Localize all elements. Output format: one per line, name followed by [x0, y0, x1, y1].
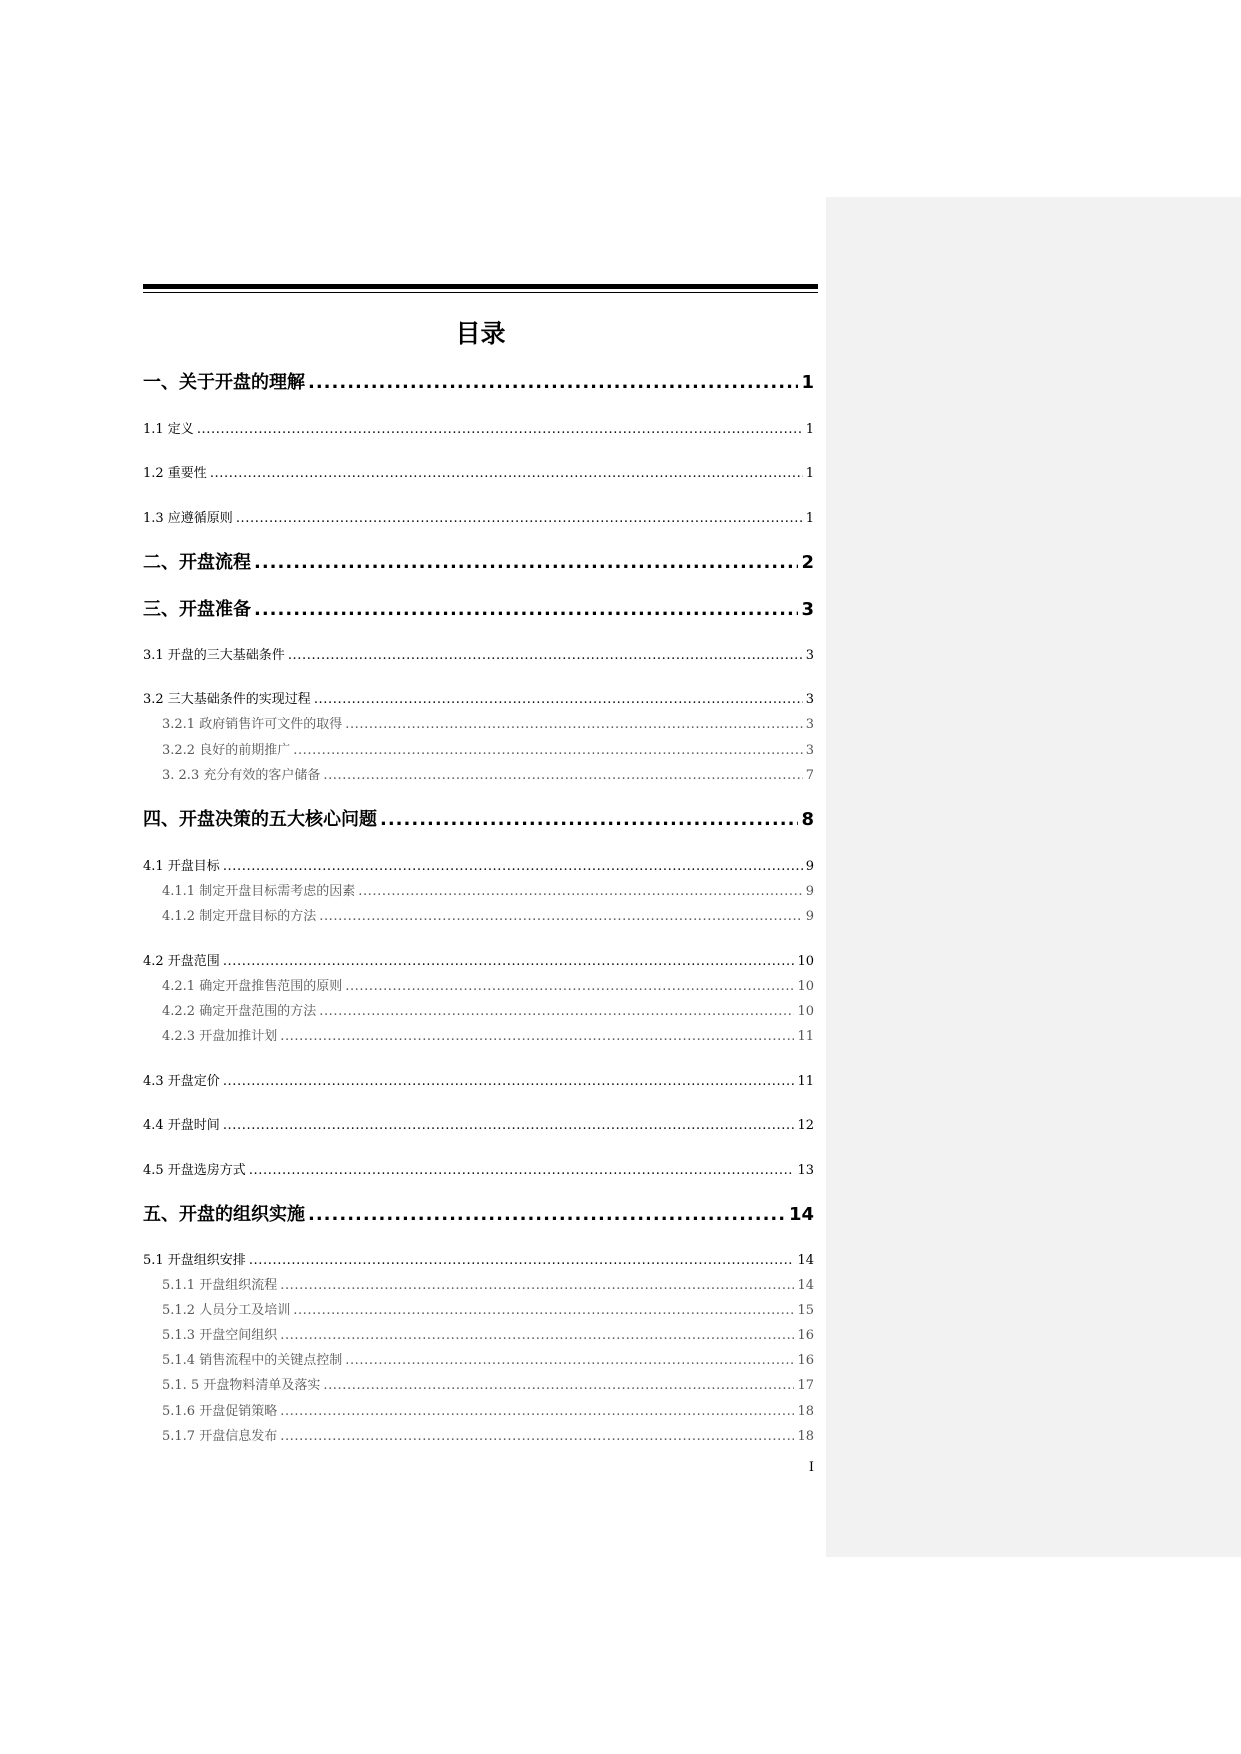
toc-entry-text: 4.2.1 确定开盘推售范围的原则 — [162, 979, 343, 994]
toc-entry[interactable] — [143, 507, 814, 526]
toc-entry-page: 11 — [797, 1074, 814, 1089]
toc-entry[interactable] — [143, 462, 814, 481]
toc-entry-text: 二、开盘流程 — [143, 552, 251, 573]
toc-entry-page: 3 — [805, 692, 814, 707]
toc-entry[interactable] — [162, 1299, 814, 1318]
toc-entry-text: 3.2.2 良好的前期推广 — [162, 743, 291, 758]
toc-entry-page: 14 — [788, 1204, 814, 1225]
toc-dot-leader — [280, 1404, 794, 1419]
toc-entry-text: 3.2.1 政府销售许可文件的取得 — [162, 717, 343, 732]
page-number: I — [808, 1460, 814, 1475]
toc-entry-page: 14 — [797, 1278, 814, 1293]
toc-entry[interactable] — [143, 950, 814, 969]
toc-dot-leader — [319, 1004, 794, 1019]
toc-entry[interactable] — [143, 688, 814, 707]
toc-entry[interactable] — [143, 1200, 814, 1226]
toc-entry[interactable] — [143, 1114, 814, 1133]
toc-dot-leader — [280, 1029, 794, 1044]
toc-entry-page: 3 — [801, 599, 814, 620]
toc-entry-page: 3 — [805, 717, 814, 732]
toc-entry-text: 4.1.1 制定开盘目标需考虑的因素 — [162, 884, 356, 899]
header-rule-thick — [143, 284, 818, 289]
toc-dot-leader — [288, 648, 803, 663]
toc-entry-page: 7 — [805, 768, 814, 783]
toc-entry-page: 9 — [805, 859, 814, 874]
toc-entry-page: 9 — [805, 884, 814, 899]
toc-entry-page: 18 — [797, 1404, 814, 1419]
toc-entry-page: 2 — [801, 552, 814, 573]
toc-entry[interactable] — [143, 805, 814, 831]
toc-dot-leader — [323, 1378, 794, 1393]
toc-entry-text: 4.2.2 确定开盘范围的方法 — [162, 1004, 317, 1019]
toc-entry[interactable] — [162, 880, 814, 899]
header-rule-thin — [143, 292, 818, 293]
toc-entry-text: 5.1.2 人员分工及培训 — [162, 1303, 291, 1318]
toc-entry-page: 1 — [805, 422, 814, 437]
toc-dot-leader — [308, 1204, 786, 1225]
toc-entry[interactable] — [162, 1374, 814, 1393]
toc-entry[interactable] — [143, 1159, 814, 1178]
toc-dot-leader — [323, 768, 802, 783]
toc-entry-page: 13 — [797, 1163, 814, 1178]
toc-dot-leader — [254, 552, 798, 573]
toc-entry-text: 5.1 开盘组织安排 — [143, 1253, 246, 1268]
toc-entry[interactable] — [143, 644, 814, 663]
toc-entry[interactable] — [162, 1425, 814, 1444]
toc-dot-leader — [358, 884, 803, 899]
toc-entry-page: 1 — [805, 466, 814, 481]
toc-entry-text: 1.1 定义 — [143, 422, 194, 437]
toc-entry-page: 18 — [797, 1429, 814, 1444]
toc-dot-leader — [210, 466, 803, 481]
toc-entry-text: 5.1.4 销售流程中的关键点控制 — [162, 1353, 343, 1368]
toc-entry-text: 5.1.7 开盘信息发布 — [162, 1429, 278, 1444]
toc-entry-text: 5.1.1 开盘组织流程 — [162, 1278, 278, 1293]
toc-entry[interactable] — [143, 418, 814, 437]
toc-dot-leader — [280, 1429, 794, 1444]
toc-entry[interactable] — [143, 1070, 814, 1089]
toc-dot-leader — [280, 1328, 794, 1343]
toc-dot-leader — [345, 979, 794, 994]
toc-entry[interactable] — [162, 975, 814, 994]
document-page — [143, 284, 818, 1484]
toc-entry-text: 3.1 开盘的三大基础条件 — [143, 648, 285, 663]
toc-entry-text: 1.2 重要性 — [143, 466, 207, 481]
toc-entry-text: 4.3 开盘定价 — [143, 1074, 220, 1089]
toc-entry[interactable] — [162, 1000, 814, 1019]
toc-entry-text: 4.2.3 开盘加推计划 — [162, 1029, 278, 1044]
toc-entry[interactable] — [143, 1249, 814, 1268]
toc-entry-page: 16 — [797, 1353, 814, 1368]
toc-dot-leader — [254, 599, 798, 620]
toc-entry[interactable] — [162, 1324, 814, 1343]
toc-entry-page: 3 — [805, 648, 814, 663]
toc-dot-leader — [280, 1278, 794, 1293]
toc-dot-leader — [249, 1163, 795, 1178]
toc-entry-text: 4.5 开盘选房方式 — [143, 1163, 246, 1178]
toc-entry[interactable] — [143, 595, 814, 621]
toc-entry-page: 3 — [805, 743, 814, 758]
toc-entry[interactable] — [162, 1349, 814, 1368]
toc-dot-leader — [223, 1118, 795, 1133]
toc-dot-leader — [197, 422, 803, 437]
toc-entry-page: 9 — [805, 909, 814, 924]
toc-entry-text: 四、开盘决策的五大核心问题 — [143, 809, 377, 830]
toc-entry-text: 3. 2.3 充分有效的客户储备 — [162, 768, 321, 783]
toc-entry-page: 14 — [797, 1253, 814, 1268]
toc-entry-text: 5.1. 5 开盘物料清单及落实 — [162, 1378, 321, 1393]
toc-entry-page: 1 — [805, 511, 814, 526]
toc-entry[interactable] — [162, 1274, 814, 1293]
toc-dot-leader — [223, 1074, 795, 1089]
toc-entry-text: 三、开盘准备 — [143, 599, 251, 620]
toc-entry-page: 8 — [801, 809, 814, 830]
toc-dot-leader — [293, 743, 803, 758]
toc-title: 目录 — [455, 319, 506, 348]
toc-entry[interactable] — [143, 548, 814, 574]
toc-entry[interactable] — [162, 1400, 814, 1419]
toc-entry-text: 5.1.6 开盘促销策略 — [162, 1404, 278, 1419]
toc-dot-leader — [308, 372, 798, 393]
toc-entry-page: 15 — [797, 1303, 814, 1318]
toc-dot-leader — [314, 692, 803, 707]
toc-entry-page: 16 — [797, 1328, 814, 1343]
toc-entry-page: 1 — [801, 372, 814, 393]
toc-dot-leader — [345, 717, 803, 732]
toc-entry[interactable] — [143, 368, 814, 394]
toc-entry-page: 17 — [797, 1378, 814, 1393]
toc-entry-text: 五、开盘的组织实施 — [143, 1204, 305, 1225]
toc-entry-text: 5.1.3 开盘空间组织 — [162, 1328, 278, 1343]
toc-entry-page: 10 — [797, 1004, 814, 1019]
toc-entry-text: 3.2 三大基础条件的实现过程 — [143, 692, 311, 707]
toc-entry[interactable] — [162, 1025, 814, 1044]
toc-entry[interactable] — [162, 713, 814, 732]
toc-dot-leader — [223, 859, 803, 874]
toc-entry-text: 一、关于开盘的理解 — [143, 372, 305, 393]
toc-entry[interactable] — [162, 739, 814, 758]
toc-entry-text: 1.3 应遵循原则 — [143, 511, 233, 526]
toc-entry-text: 4.1.2 制定开盘目标的方法 — [162, 909, 317, 924]
toc-dot-leader — [223, 954, 795, 969]
toc-dot-leader — [293, 1303, 794, 1318]
comment-margin-pane — [826, 197, 1241, 1557]
toc-entry-page: 10 — [797, 979, 814, 994]
toc-entry-text: 4.4 开盘时间 — [143, 1118, 220, 1133]
toc-entry[interactable] — [162, 905, 814, 924]
toc-entry[interactable] — [162, 764, 814, 783]
toc-entry[interactable] — [143, 855, 814, 874]
toc-dot-leader — [236, 511, 803, 526]
toc-entry-page: 11 — [797, 1029, 814, 1044]
toc-dot-leader — [345, 1353, 794, 1368]
toc-entry-text: 4.2 开盘范围 — [143, 954, 220, 969]
toc-dot-leader — [319, 909, 803, 924]
toc-entry-page: 10 — [797, 954, 814, 969]
toc-entry-page: 12 — [797, 1118, 814, 1133]
toc-entry-text: 4.1 开盘目标 — [143, 859, 220, 874]
toc-dot-leader — [380, 809, 798, 830]
toc-dot-leader — [249, 1253, 795, 1268]
